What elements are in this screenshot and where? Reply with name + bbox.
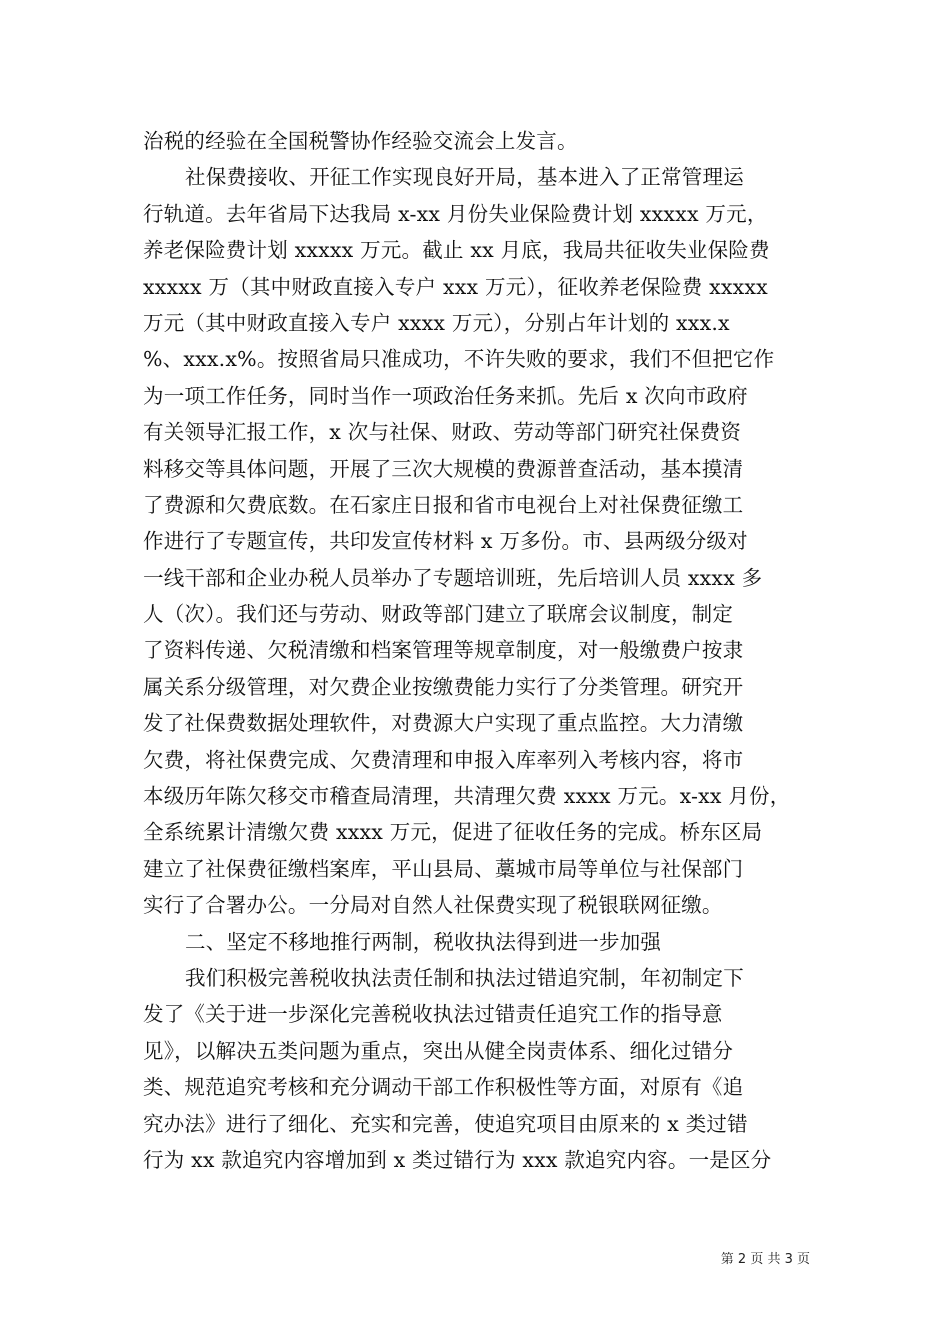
- text-line: 全系统累计清缴欠费 xxxx 万元，促进了征收任务的完成。桥东区局: [143, 820, 763, 845]
- document-body: [143, 123, 808, 1178]
- text-line: 行轨道。去年省局下达我局 x-xx 月份失业保险费计划 xxxxx 万元，: [143, 201, 768, 226]
- text-line: 行为 xx 款追究内容增加到 x 类过错行为 xxx 款追究内容。一是区分: [143, 1147, 772, 1172]
- page-number-footer: 第 2 页 共 3 页: [720, 1252, 810, 1267]
- text-line: 本级历年陈欠移交市稽查局清理，共清理欠费 xxxx 万元。x-xx 月份，: [143, 784, 791, 809]
- text-line: xxxxx 万（其中财政直接入专户 xxx 万元），征收养老保险费 xxxxx: [143, 274, 768, 299]
- text-line: 为一项工作任务，同时当作一项政治任务来抓。先后 x 次向市政府: [143, 383, 748, 408]
- text-line: 料移交等具体问题，开展了三次大规模的费源普查活动，基本摸清: [143, 456, 744, 481]
- text-line: 实行了合署办公。一分局对自然人社保费实现了税银联网征缴。: [143, 893, 723, 918]
- section-heading: 二、坚定不移地推行两制，税收执法得到进一步加强: [185, 929, 662, 954]
- paragraph-start-line: 社保费接收、开征工作实现良好开局，基本进入了正常管理运: [185, 165, 744, 190]
- text-line: 发了《关于进一步深化完善税收执法过错责任追究工作的指导意: [143, 1002, 723, 1027]
- text-line: 发了社保费数据处理软件，对费源大户实现了重点监控。大力清缴: [143, 711, 744, 736]
- text-line: 属关系分级管理，对欠费企业按缴费能力实行了分类管理。研究开: [143, 674, 744, 699]
- text-line: 了费源和欠费底数。在石家庄日报和省市电视台上对社保费征缴工: [143, 492, 744, 517]
- text-line: 一线干部和企业办税人员举办了专题培训班，先后培训人员 xxxx 多: [143, 565, 763, 590]
- text-line: 人（次）。我们还与劳动、财政等部门建立了联席会议制度，制定: [143, 602, 734, 627]
- text-line: 建立了社保费征缴档案库，平山县局、藁城市局等单位与社保部门: [143, 856, 744, 881]
- text-line: 有关领导汇报工作，x 次与社保、财政、劳动等部门研究社保费资: [143, 420, 742, 445]
- text-line: 类、规范追究考核和充分调动干部工作积极性等方面，对原有《追: [143, 1075, 744, 1100]
- text-line: 了资料传递、欠税清缴和档案管理等规章制度，对一般缴费户按隶: [143, 638, 744, 663]
- text-line: 作进行了专题宣传，共印发宣传材料 x 万多份。市、县两级分级对: [143, 529, 748, 554]
- text-line: 究办法》进行了细化、充实和完善，使追究项目由原来的 x 类过错: [143, 1111, 748, 1136]
- text-line: 治税的经验在全国税警协作经验交流会上发言。: [143, 129, 578, 153]
- text-line: 养老保险费计划 xxxxx 万元。截止 xx 月底，我局共征收失业保险费: [143, 238, 770, 263]
- text-line: %、xxx.x%。按照省局只准成功，不许失败的要求，我们不但把它作: [143, 347, 775, 372]
- text-line: 见》，以解决五类问题为重点，突出从健全岗责体系、细化过错分: [143, 1038, 734, 1063]
- text-line: 万元（其中财政直接入专户 xxxx 万元），分别占年计划的 xxx.x: [143, 310, 730, 335]
- paragraph-start-line: 我们积极完善税收执法责任制和执法过错追究制，年初制定下: [185, 965, 744, 990]
- text-line: 欠费，将社保费完成、欠费清理和申报入库率列入考核内容，将市: [143, 747, 744, 772]
